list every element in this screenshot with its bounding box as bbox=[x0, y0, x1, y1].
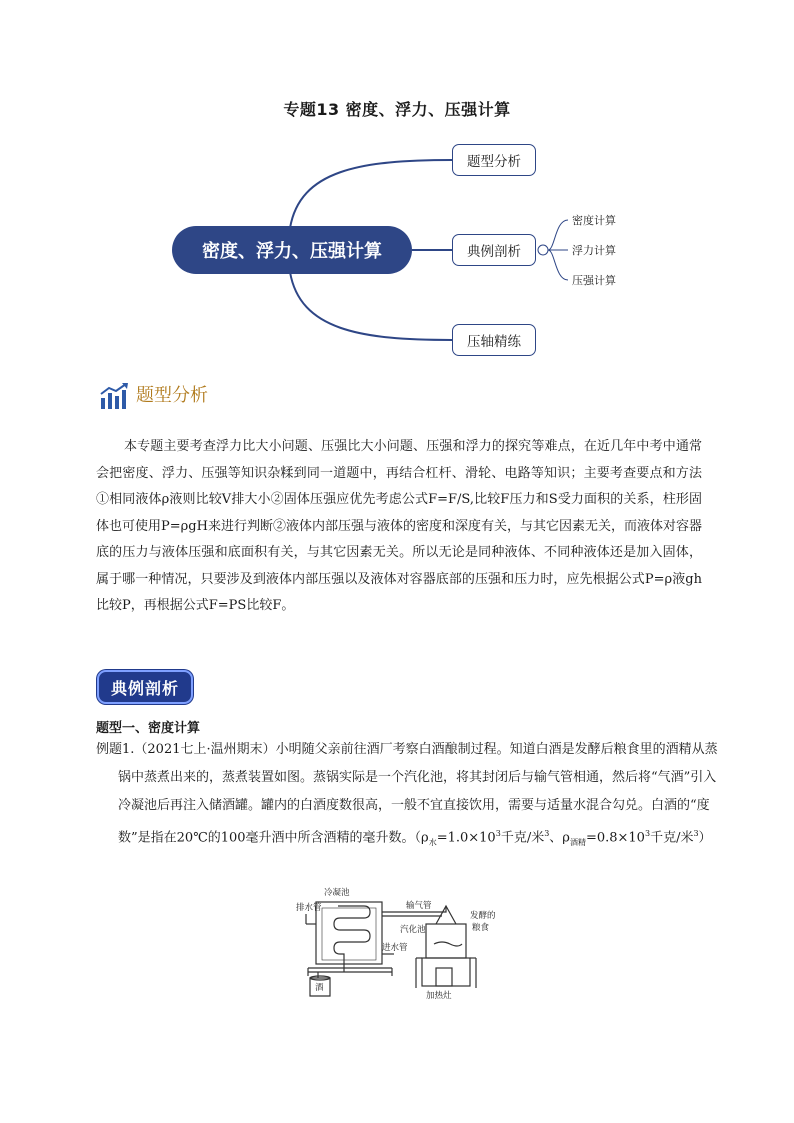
examples-badge: 典例剖析 bbox=[97, 670, 193, 704]
unit-2: 千克/米 bbox=[650, 830, 694, 846]
label-stove: 加热灶 bbox=[426, 991, 452, 1001]
bar-chart-icon bbox=[100, 382, 130, 410]
mindmap-node-analysis: 题型分析 bbox=[452, 144, 536, 176]
label-drain: 排水管 bbox=[296, 903, 322, 913]
analysis-heading: 题型分析 bbox=[136, 385, 208, 406]
mindmap-node-examples: 典例剖析 bbox=[452, 234, 536, 266]
label-condenser: 冷凝池 bbox=[324, 888, 350, 898]
rho-water-value: =1.0×10 bbox=[436, 830, 496, 846]
label-grain-line1: 发酵的 bbox=[470, 911, 496, 921]
label-gas-pipe: 输气管 bbox=[406, 901, 432, 911]
given-close: ） bbox=[698, 830, 712, 846]
exp-3: 3 bbox=[644, 829, 651, 838]
example-1-text bbox=[96, 736, 724, 857]
example-1-body: 例题1.（2021七上·温州期末）小明随父亲前往酒厂考察白酒酿制过程。知道白酒是发酵后粮食里的酒精从蒸锅中蒸煮出来的，蒸煮装置如图。蒸锅实际是一个汽化池，将其封闭后与输气管相通，然后将“气酒”引入冷凝池后再注入储酒罐。罐内的白酒度数很高，一般不宜直接饮用，需要与适量水混合勾兑。白酒的“度数”是指在20℃的100毫升酒中所含酒精的毫升数。 bbox=[96, 742, 718, 846]
rho-alcohol-value: =0.8×10 bbox=[585, 830, 645, 846]
exp-2: 3 bbox=[544, 829, 550, 838]
given-separator: 、ρ bbox=[549, 830, 570, 846]
analysis-paragraph: 本专题主要考查浮力比大小问题、压强比大小问题、压强和浮力的探究等难点，在近几年中考中通常会把密度、浮力、压强等知识杂糅到同一道题中，再结合杠杆、滑轮、电路等知识；主要考查要点和方法①相同液体ρ液则比较V排大小②固体压强应优先考虑公式F=F/S,比较F压力和S受力面积的关系，柱形固体也可使用P=ρgH来进行判断②液体内部压强与液体的密度和深度有关，与其它因素无关，而液体对容器底的压力与液体压强和底面积有关，与其它因素无关。所以无论是同种液体、不同种液体还是加入固体，属于哪一种情况，只要涉及到液体内部压强以及液体对容器底部的压强和压力时，应先根据公式P=ρ液gh比较P，再根据公式F=PS比较F。 bbox=[96, 439, 702, 613]
exp-1: 3 bbox=[495, 829, 501, 838]
mindmap-node-practice: 压轴精练 bbox=[452, 324, 536, 356]
label-grain-line2: 粮食 bbox=[472, 923, 490, 933]
mindmap-leaf-pressure: 压强计算 bbox=[572, 274, 616, 287]
mindmap-leaf-buoyancy: 浮力计算 bbox=[572, 244, 616, 257]
density-subheading: 题型一、密度计算 bbox=[96, 721, 201, 736]
rho-water-sub: 水 bbox=[428, 837, 437, 847]
exp-4: 3 bbox=[693, 829, 699, 838]
given-open: （ρ bbox=[414, 830, 429, 846]
mind-map-connectors bbox=[0, 0, 794, 400]
page-title: 专题13 密度、浮力、压强计算 bbox=[283, 100, 511, 119]
label-vaporizer: 汽化池 bbox=[400, 925, 426, 935]
mindmap-central-node: 密度、浮力、压强计算 bbox=[172, 226, 412, 274]
analysis-section-header bbox=[100, 382, 208, 410]
rho-alcohol-sub: 酒精 bbox=[569, 837, 586, 847]
label-liquor: 酒 bbox=[315, 983, 324, 993]
mindmap-leaf-density: 密度计算 bbox=[572, 214, 616, 227]
label-inlet: 进水管 bbox=[382, 943, 408, 953]
unit-1: 千克/米 bbox=[500, 830, 545, 846]
distillation-diagram bbox=[296, 884, 506, 1002]
